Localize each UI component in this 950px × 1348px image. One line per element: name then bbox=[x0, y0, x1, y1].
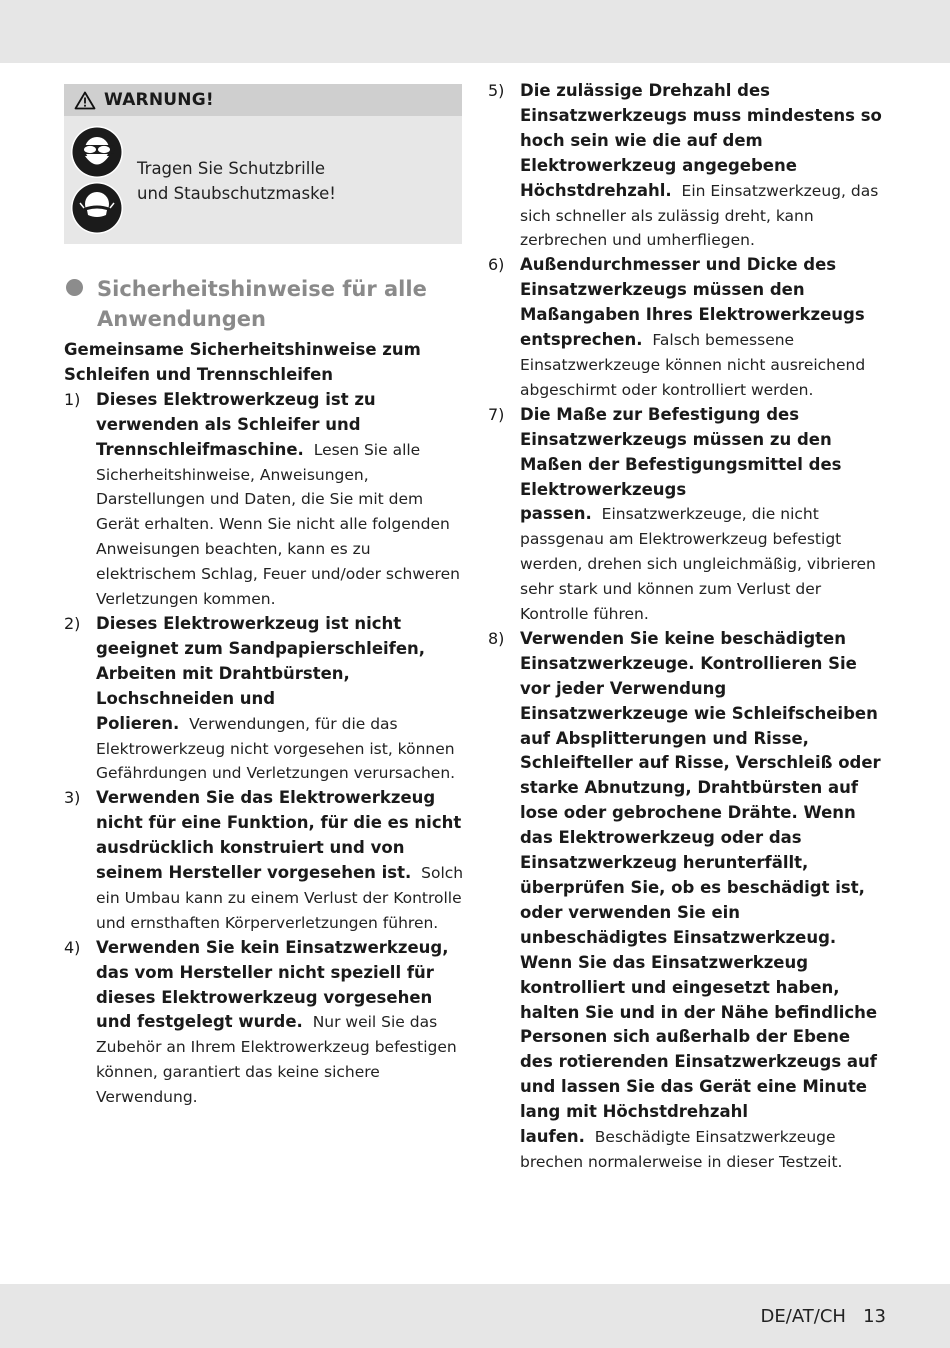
item-number: 1) bbox=[64, 389, 81, 409]
item-text: Solch ein Umbau kann zu einem Verlust der Kontrolle und ernsthaften Körperverletzungen führen. bbox=[96, 864, 464, 932]
list-item bbox=[488, 79, 888, 253]
item-number: 4) bbox=[64, 937, 81, 957]
list-item bbox=[488, 253, 888, 402]
warning-box bbox=[64, 84, 462, 244]
item-number: 2) bbox=[64, 613, 81, 633]
warning-triangle-icon bbox=[74, 91, 96, 110]
item-text: Beschädigte Einsatzwerkzeuge brechen normalerweise in dieser Testzeit. bbox=[520, 1128, 843, 1171]
list-item bbox=[488, 403, 888, 627]
item-bold-text: Verwenden Sie kein Einsatzwerkzeug, das vom Hersteller nicht speziell für dieses Elektrowerkzeug vorgesehen und festgelegt wurde. bbox=[96, 937, 449, 1032]
list-item bbox=[64, 388, 464, 612]
item-text: Ein Einsatzwerkzeug, das sich schneller als zulässig dreht, kann zerbrechen und umherfliegen. bbox=[520, 181, 879, 250]
header-band bbox=[0, 0, 950, 63]
item-text: Nur weil Sie das Zubehör an Ihrem Elektrowerkzeug befestigen können, garantiert das keine sichere Verwendung. bbox=[96, 1013, 457, 1107]
item-text: Falsch bemessene Einsatzwerkzeuge können nicht ausreichend abgeschirmt oder kontrolliert werden. bbox=[520, 331, 866, 399]
section-heading bbox=[66, 274, 466, 334]
item-bold-text: Dieses Elektrowerkzeug ist nicht geeignet zum Sandpapierschleifen, Arbeiten mit Drahtbürsten, Lochschneiden und Polieren. bbox=[96, 613, 426, 733]
safety-goggles-icon bbox=[70, 125, 124, 179]
item-bold-text: Außendurchmesser und Dicke des Einsatzwerkzeugs müssen den Maßangaben Ihres Elektrowerkzeugs entsprechen. bbox=[520, 255, 865, 350]
section-subtitle: Gemeinsame Sicherheitshinweise zum Schleifen und Trennschleifen bbox=[64, 340, 421, 384]
list-item bbox=[488, 627, 888, 1175]
item-number: 3) bbox=[64, 788, 81, 808]
item-bold-text: Dieses Elektrowerkzeug ist zu verwenden als Schleifer und Trennschleifmaschine. bbox=[96, 389, 376, 459]
item-bold-text: Verwenden Sie keine beschädigten Einsatzwerkzeuge. Kontrollieren Sie vor jeder Verwendung Einsatzwerkzeuge wie Schleifscheiben auf Absplitterungen und Risse, Schleifteller auf Risse, Verschleiß oder starke Abnutzung, Drahtbürsten auf lose oder gebrochene Drähte. Wenn das Elektrowerkzeug oder das Einsatzwerkzeug herunterfällt, überprüfen Sie, ob es beschädigt ist, oder verwenden Sie ein unbeschädigtes Einsatzwerkzeug. Wenn Sie das Einsatzwerkzeug kontrolliert und eingesetzt haben, halten Sie und in der Nähe befindliche Personen sich außerhalb der Ebene des rotierenden Einsatzwerkzeugs auf und lassen Sie das Gerät eine Minute lang mit Höchstdrehzahl laufen. bbox=[520, 628, 881, 1147]
left-column bbox=[64, 338, 464, 1110]
warning-header bbox=[64, 84, 462, 116]
item-text: Einsatzwerkzeuge, die nicht passgenau am Elektrowerkzeug befestigt werden, drehen sich ungleichmäßig, vibrieren sehr stark und können zum Verlust der Kontrolle führen. bbox=[520, 505, 876, 624]
item-bold-text: Die zulässige Drehzahl des Einsatzwerkzeugs muss mindestens so hoch sein wie die auf dem Elektrowerkzeug angegebene Höchstdrehzahl. bbox=[520, 81, 882, 200]
list-item bbox=[64, 612, 464, 786]
section-title: Sicherheitshinweise für alle Anwendungen bbox=[97, 277, 427, 331]
item-text: Verwendungen, für die das Elektrowerkzeug nicht vorgesehen ist, können Gefährdungen und Verletzungen verursachen. bbox=[96, 714, 456, 783]
list-item bbox=[64, 786, 464, 935]
item-number: 7) bbox=[488, 404, 505, 424]
item-number: 5) bbox=[488, 81, 505, 100]
item-bold-text: Die Maße zur Befestigung des Einsatzwerkzeugs müssen zu den Maßen der Befestigungsmittel des Elektrowerkzeugs passen. bbox=[520, 404, 842, 524]
list-item bbox=[64, 936, 464, 1110]
warning-title: WARNUNG! bbox=[104, 90, 214, 110]
right-column bbox=[488, 79, 888, 1175]
item-number: 8) bbox=[488, 628, 505, 648]
warning-text: Tragen Sie Schutzbrille und Staubschutzmaske! bbox=[137, 159, 336, 203]
page-number: DE/AT/CH 13 bbox=[760, 1306, 886, 1327]
dust-mask-icon bbox=[70, 181, 124, 235]
item-bold-text: Verwenden Sie das Elektrowerkzeug nicht für eine Funktion, für die es nicht ausdrücklich konstruiert und von seinem Hersteller vorgesehen ist. bbox=[96, 788, 462, 883]
item-text: Lesen Sie alle Sicherheitshinweise, Anweisungen, Darstellungen und Daten, die Sie mit dem Gerät erhalten. Wenn Sie nicht alle folgenden Anweisungen beachten, kann es zu elektrischem Schlag, Feuer und/oder schweren Verletzungen kommen. bbox=[96, 440, 460, 609]
item-number: 6) bbox=[488, 255, 505, 275]
section-bullet bbox=[66, 279, 83, 296]
